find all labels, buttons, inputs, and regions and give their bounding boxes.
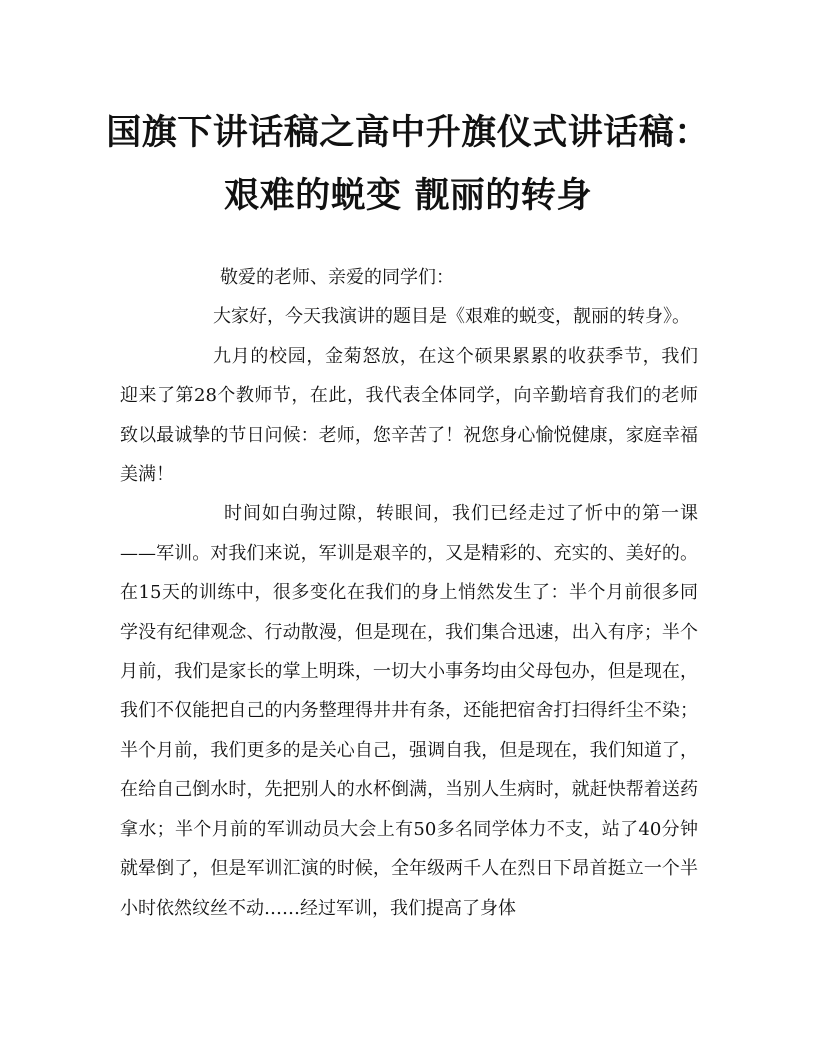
greeting-paragraph: 大家好，今天我演讲的题目是《艰难的蜕变，靓丽的转身》。 bbox=[213, 306, 690, 328]
document-body bbox=[120, 258, 698, 928]
document-title-line-2: 艰难的蜕变 靓丽的转身 bbox=[224, 175, 592, 216]
salutation-paragraph: 敬爱的老师、亲爱的同学们： bbox=[220, 267, 454, 288]
teachers-day-paragraph: 九月的校园，金菊怒放，在这个硕果累累的收获季节，我们迎来了第28个教师节，在此，我代表全体同学，向辛勤培育我们的老师致以最诚挚的节日问候：老师，您辛苦了！祝您身心愉悦健康，家庭幸福美满！ bbox=[120, 345, 698, 486]
military-training-paragraph: 时间如白驹过隙，转眼间，我们已经走过了忻中的第一课——军训。对我们来说，军训是艰辛的，又是精彩的、充实的、美好的。在15天的训练中，很多变化在我们的身上悄然发生了：半个月前很多同学没有纪律观念、行动散漫，但是现在，我们集合迅速，出入有序；半个月前，我们是家长的掌上明珠，一切大小事务均由父母包办，但是现在，我们不仅能把自己的内务整理得井井有条，还能把宿舍打扫得纤尘不染；半个月前，我们更多的是关心自己，强调自我，但是现在，我们知道了，在给自己倒水时，先把别人的水杯倒满，当别人生病时，就赶快帮着送药拿水；半个月前的军训动员大会上有50多名同学体力不支，站了40分钟就晕倒了，但是军训汇演的时候，全年级两千人在烈日下昂首挺立一个半小时依然纹丝不动……经过军训，我们提高了身体 bbox=[120, 503, 698, 919]
document-title-line-1: 国旗下讲话稿之高中升旗仪式讲话稿： bbox=[106, 112, 710, 153]
